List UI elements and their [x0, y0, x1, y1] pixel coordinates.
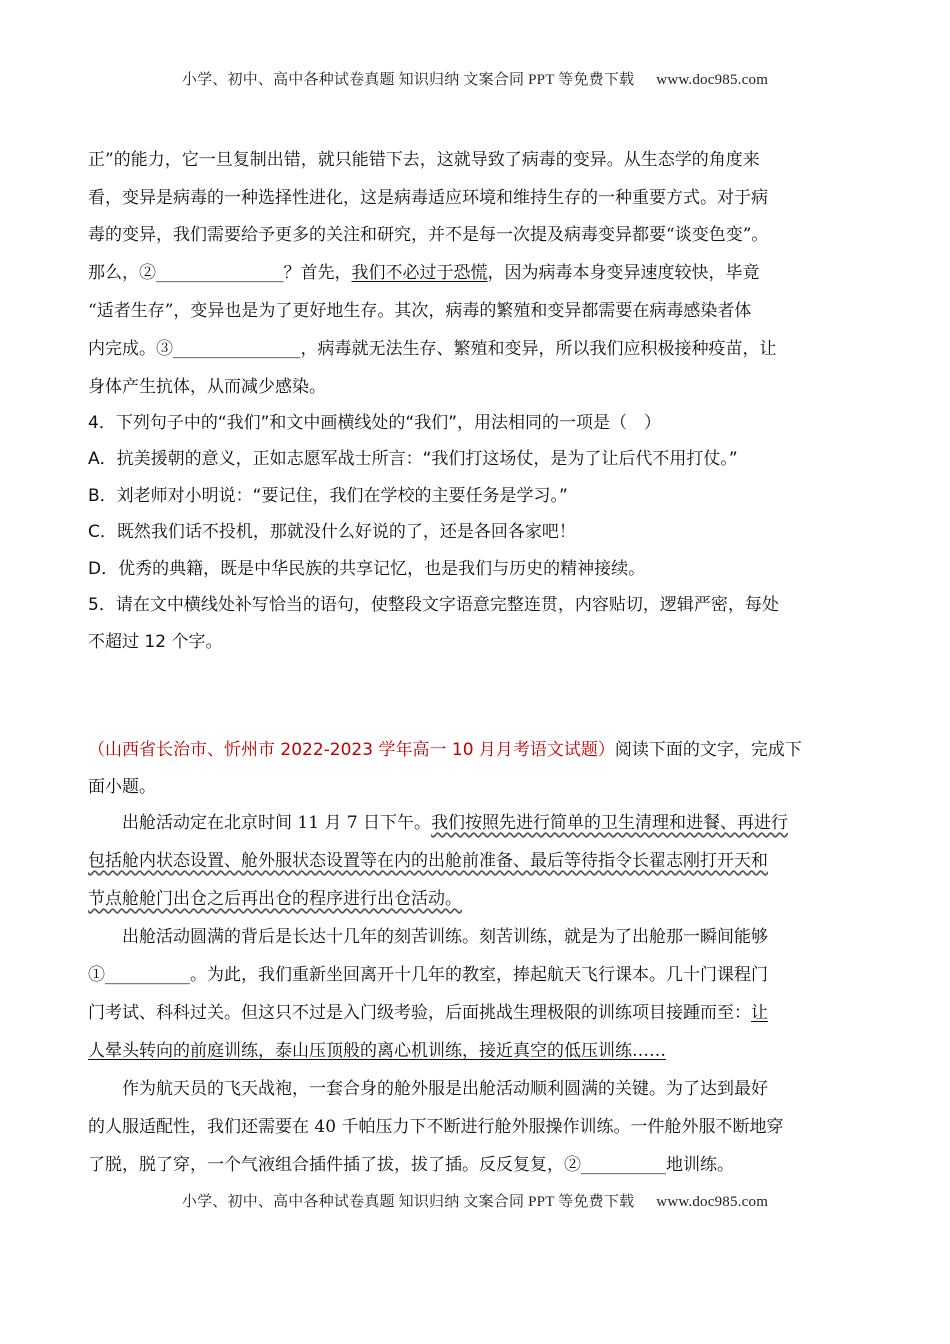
paragraph-3-line: 了脱，脱了穿，一个气液组合插件插了拔，拔了插。反反复复，②__________地训练。	[88, 1155, 734, 1175]
question-5-cont: 不超过 12 个字。	[88, 632, 223, 652]
underlined-phrase: 人晕头转向的前庭训练，泰山压顶般的离心机训练，接近真空的低压训练……	[88, 1041, 666, 1061]
footer-url[interactable]: www.doc985.com	[656, 1194, 769, 1210]
passage-text: 那么，②_______________？首先，	[88, 263, 352, 283]
footer-text: 小学、初中、高中各种试卷真题 知识归纳 文案合同 PPT 等免费下载	[181, 1194, 635, 1210]
paragraph-3-line: 的人服适配性，我们还需要在 40 千帕压力下不断进行舱外服操作训练。一件舱外服不断地穿	[88, 1117, 784, 1137]
instruction: 阅读下面的文字，完成下	[614, 740, 802, 760]
wavy-underlined-text: 我们按照先进行简单的卫生清理和进餐、再进行	[431, 813, 789, 833]
underlined-phrase: 让	[751, 1003, 768, 1023]
option-b: B．刘老师对小明说：“要记住，我们在学校的主要任务是学习。”	[88, 486, 568, 506]
passage-line: 毒的变异，我们需要给予更多的关注和研究，并不是每一次提及病毒变异都要“谈变色变”。	[88, 225, 769, 245]
source-citation: （山西省长治市、忻州市 2022-2023 学年高一 10 月月考语文试题）	[88, 740, 615, 760]
header-text: 小学、初中、高中各种试卷真题 知识归纳 文案合同 PPT 等免费下载	[181, 72, 635, 88]
paragraph-2-line	[88, 998, 768, 1023]
passage-line: 看，变异是病毒的一种选择性进化，这是病毒适应环境和维持生存的一种重要方式。对于病	[88, 188, 768, 208]
option-d: D．优秀的典籍，既是中华民族的共享记忆，也是我们与历史的精神接续。	[88, 559, 646, 579]
passage-text: 门考试、科科过关。但这只不过是入门级考验，后面挑战生理极限的训练项目接踵而至：	[88, 1003, 751, 1023]
header-url[interactable]: www.doc985.com	[656, 72, 769, 88]
wavy-underlined-text: 节点舱舱门出仓之后再出仓的程序进行出仓活动。	[88, 889, 462, 909]
page-footer	[0, 1190, 950, 1211]
passage-line	[88, 258, 760, 283]
option-a: A．抗美援朝的意义，正如志愿军战士所言：“我们打这场仗，是为了让后代不用打仗。”	[88, 449, 738, 469]
passage-text: 出舱活动定在北京时间 11 月 7 日下午。	[122, 813, 432, 833]
source-line	[88, 735, 802, 760]
passage-line: “适者生存”，变异也是为了更好地生存。其次，病毒的繁殖和变异都需要在病毒感染者体	[88, 301, 752, 321]
question-5: 5．请在文中横线处补写恰当的语句，使整段文字语意完整连贯，内容贴切，逻辑严密，每处	[88, 595, 779, 615]
wavy-underlined-text: 包括舱内状态设置、舱外服状态设置等在内的出舱前准备、最后等待指令长翟志刚打开天和	[88, 851, 768, 871]
underlined-phrase: 我们不必过于恐慌	[351, 263, 488, 283]
passage-line: 内完成。③_______________，病毒就无法生存、繁殖和变异，所以我们应积极接种疫苗，让	[88, 339, 777, 359]
option-c: C．既然我们话不投机，那就没什么好说的了，还是各回各家吧！	[88, 522, 576, 542]
passage-text: ，因为病毒本身变异速度较快，毕竟	[487, 263, 760, 283]
paragraph-2-line: ①__________。为此，我们重新坐回离开十几年的教室，捧起航天飞行课本。几十门课程门	[88, 965, 768, 985]
passage-line: 身体产生抗体，从而减少感染。	[88, 377, 326, 397]
paragraph-3-line: 作为航天员的飞天战袍，一套合身的舱外服是出舱活动顺利圆满的关键。为了达到最好	[122, 1079, 768, 1099]
paragraph-2-line: 出舱活动圆满的背后是长达十几年的刻苦训练。刻苦训练，就是为了出舱那一瞬间能够	[122, 927, 768, 947]
paragraph-1-line	[122, 808, 788, 833]
passage-line: 正”的能力，它一旦复制出错，就只能错下去，这就导致了病毒的变异。从生态学的角度来	[88, 150, 760, 170]
question-4: 4．下列句子中的“我们”和文中画横线处的“我们”，用法相同的一项是（ ）	[88, 413, 662, 433]
instruction-cont: 面小题。	[88, 777, 156, 797]
page-header	[0, 68, 950, 89]
